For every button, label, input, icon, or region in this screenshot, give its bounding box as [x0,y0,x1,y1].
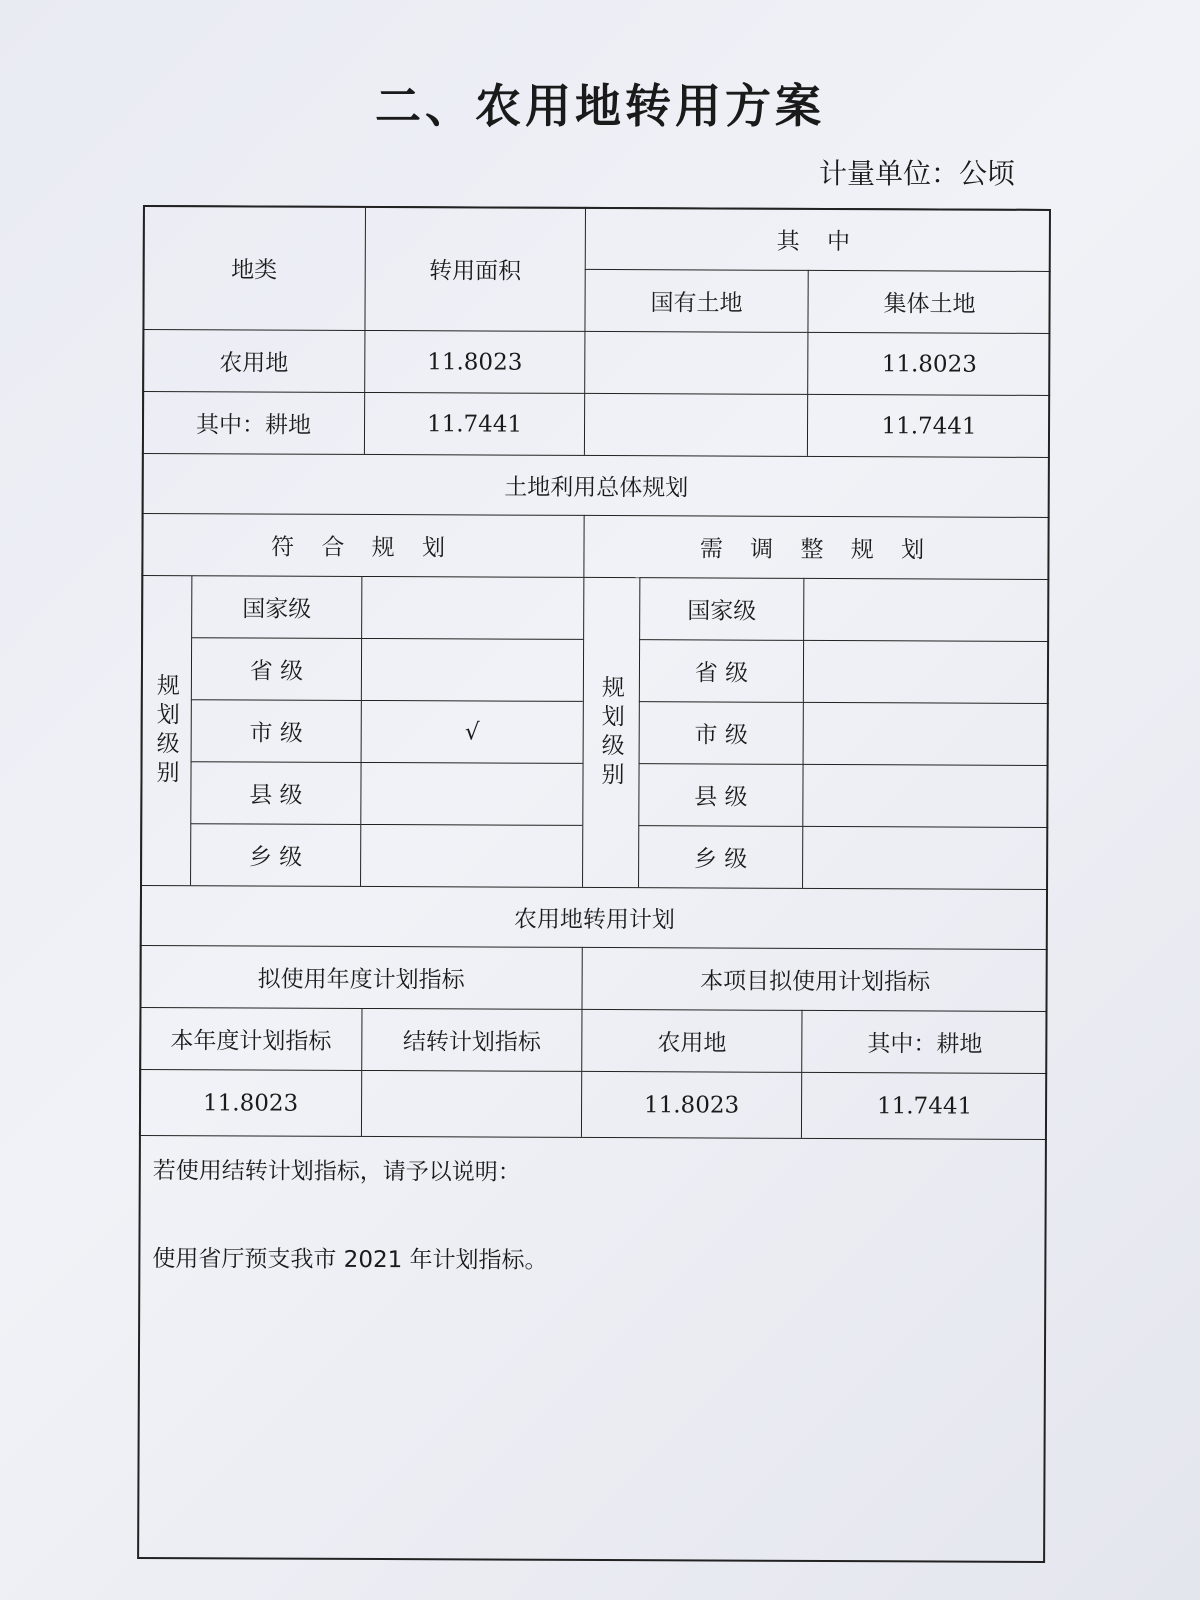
measurement-unit: 计量单位：公顷 [818,157,1015,190]
plan-title: 土地利用总体规划 [142,453,1050,517]
row-arable-area: 11.7441 [364,392,584,455]
row-arable-state [584,393,807,456]
plan-adjust-heading: 需 调 整 规 划 [583,515,1049,579]
this-year-quota-value: 11.8023 [139,1069,361,1136]
adjust-level-label [582,577,639,887]
header-among: 其 中 [585,207,1051,271]
adjust-mark-national [803,578,1049,641]
conform-mark-county [360,762,582,825]
conform-level-county: 县 级 [190,761,360,824]
conversion-title: 农用地转用计划 [140,885,1048,949]
conform-level-national: 国家级 [191,575,361,638]
row-arable-collective: 11.7441 [807,394,1050,457]
conform-mark-township [360,824,582,887]
explanation-text: 使用省厅预支我市 2021 年计划指标。 [152,1246,548,1274]
conversion-form [137,205,1051,1563]
conform-level-township: 乡 级 [190,823,360,886]
adjust-mark-township [802,826,1048,889]
plan-conform-heading: 符 合 规 划 [141,513,583,577]
row-farmland-type: 农用地 [142,329,364,392]
adjust-level-label-text: 规划级别 [597,674,624,791]
project-farmland-value: 11.8023 [581,1071,801,1138]
header-collective-land: 集体土地 [807,270,1050,333]
carry-over-quota-label: 结转计划指标 [361,1008,581,1071]
project-farmland-label: 农用地 [581,1009,801,1072]
adjust-level-county: 县 级 [638,763,802,826]
adjust-mark-province [803,640,1049,703]
adjust-level-national: 国家级 [639,577,803,640]
this-year-quota-label: 本年度计划指标 [139,1007,361,1070]
row-arable-type: 其中：耕地 [142,391,364,454]
project-quota-heading: 本项目拟使用计划指标 [581,947,1047,1011]
header-land-type: 地类 [142,205,365,330]
header-state-land: 国有土地 [584,269,807,332]
adjust-level-township: 乡 级 [638,825,802,888]
header-area: 转用面积 [364,206,585,331]
annual-quota-heading: 拟使用年度计划指标 [140,945,582,1009]
conform-mark-national [361,576,583,639]
explanation-box [137,1135,1047,1563]
conform-mark-province [361,638,583,701]
adjust-mark-city [803,702,1049,765]
adjust-level-city: 市 级 [639,701,803,764]
conform-mark-city: √ [361,700,583,763]
conform-level-label-text: 规划级别 [152,672,179,789]
row-farmland-collective: 11.8023 [807,332,1050,395]
adjust-mark-county [802,764,1048,827]
adjust-level-province: 省 级 [639,639,803,702]
conform-level-city: 市 级 [191,699,361,762]
page-title: 二、农用地转用方案 [375,79,825,133]
project-arable-value: 11.7441 [801,1072,1047,1139]
carry-over-quota-value [361,1070,581,1137]
project-arable-label: 其中：耕地 [801,1010,1047,1073]
row-farmland-state [584,331,807,394]
conform-level-label [140,575,191,885]
conform-level-province: 省 级 [191,637,361,700]
row-farmland-area: 11.8023 [364,330,584,393]
explanation-label: 若使用结转计划指标，请予以说明： [152,1158,521,1186]
